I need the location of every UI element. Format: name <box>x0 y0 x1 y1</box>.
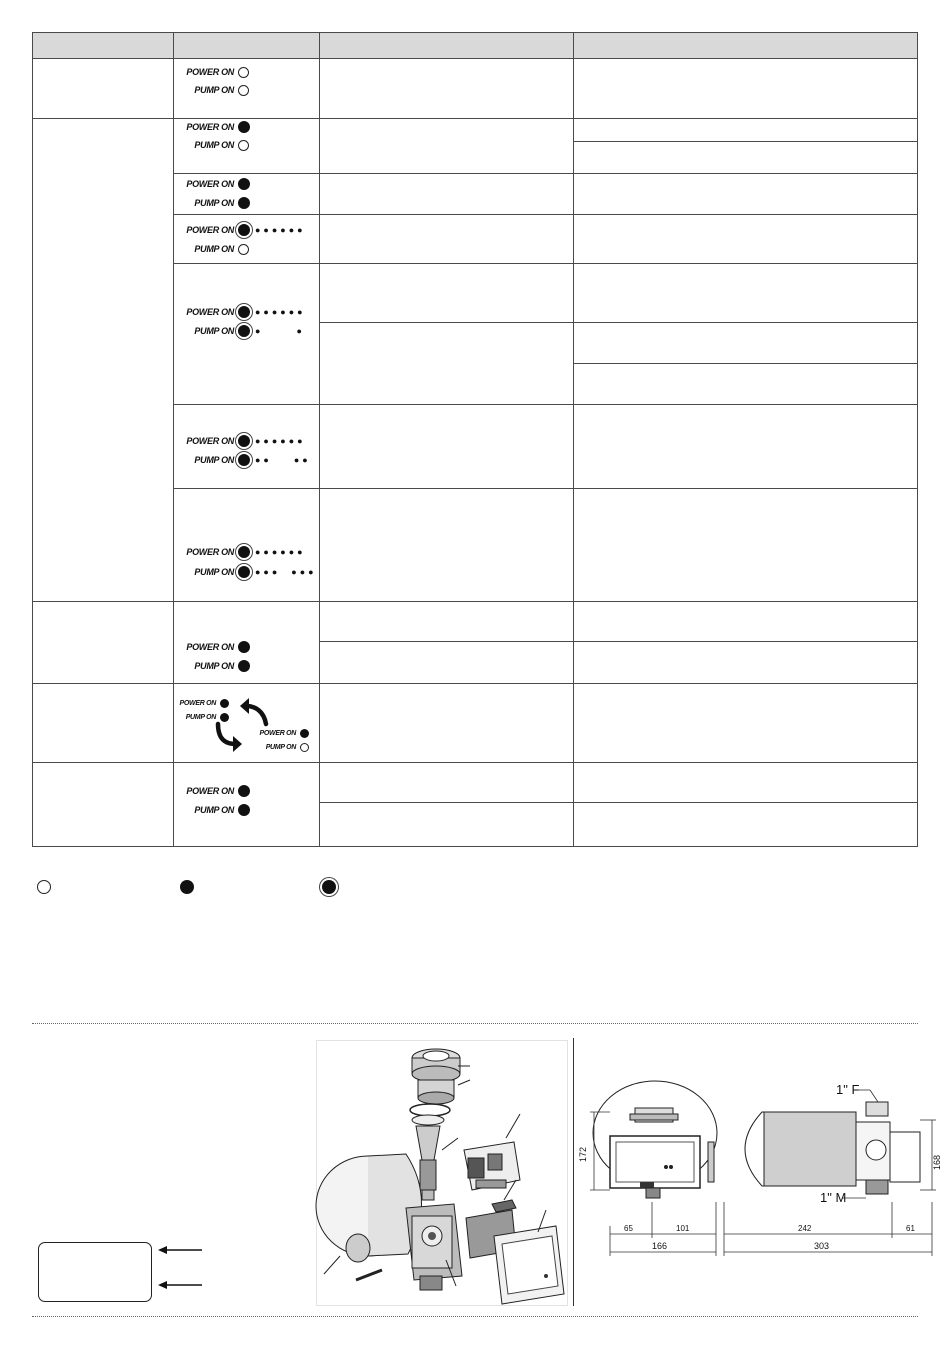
led-on-icon <box>238 660 250 672</box>
power-on-label: POWER ON <box>186 179 234 189</box>
pump-led-indicator <box>180 240 249 258</box>
led-off-icon <box>238 140 249 151</box>
row-line <box>319 641 918 642</box>
nameplate-box <box>38 1242 152 1302</box>
row-line <box>573 363 918 364</box>
power-led-indicator <box>180 175 250 193</box>
led-blinking-icon <box>238 546 250 558</box>
led-on-icon <box>238 197 250 209</box>
blink-pattern-icon: ● ● <box>255 325 305 336</box>
thread-female-label: 1" F <box>836 1082 860 1097</box>
power-led-indicator <box>180 118 250 136</box>
header-bottom-line <box>32 58 918 59</box>
pump-led-indicator <box>180 81 249 99</box>
led-off-icon <box>300 743 309 752</box>
power-led-indicator <box>180 63 249 81</box>
power-on-label: POWER ON <box>186 122 234 132</box>
power-on-label: POWER ON <box>186 436 234 446</box>
power-on-label: POWER ON <box>186 307 234 317</box>
power-on-label: POWER ON <box>186 547 234 557</box>
row-line <box>319 322 918 323</box>
vertical-divider <box>573 1038 574 1306</box>
led-blinking-icon <box>238 224 250 236</box>
led-on-icon <box>238 121 250 133</box>
width-total-left-label: 166 <box>652 1241 668 1251</box>
led-blinking-icon <box>238 454 250 466</box>
column-divider-2 <box>319 32 320 847</box>
width-a-label: 65 <box>624 1224 633 1233</box>
column-divider-1 <box>173 32 174 847</box>
blink-pattern-icon: ●● ●● <box>255 454 311 465</box>
arrow-left-icon <box>158 1245 202 1255</box>
led-on-icon <box>180 880 194 894</box>
row-line <box>32 762 918 763</box>
row-line <box>173 173 918 174</box>
width-c-label: 242 <box>798 1224 812 1233</box>
pump-on-label: PUMP ON <box>194 85 234 95</box>
led-blinking-icon <box>322 880 336 894</box>
row-line <box>173 263 918 264</box>
led-blinking-icon <box>238 566 250 578</box>
table-border-top <box>32 32 918 33</box>
pump-on-label: PUMP ON <box>194 805 234 815</box>
led-on-icon <box>300 729 309 738</box>
height-right-label: 168 <box>932 1154 942 1170</box>
power-led-indicator <box>180 782 250 800</box>
led-on-icon <box>238 641 250 653</box>
blink-pattern-icon: ●●● ●●● <box>255 566 317 577</box>
pump-led-indicator <box>180 451 311 469</box>
power-on-label: POWER ON <box>179 699 216 707</box>
row-line <box>32 118 918 119</box>
width-b-label: 101 <box>676 1224 690 1233</box>
cycle-arrows-icon <box>210 694 274 756</box>
power-on-label: POWER ON <box>186 642 234 652</box>
led-blinking-icon <box>238 325 250 337</box>
pump-on-label: PUMP ON <box>194 198 234 208</box>
status-table <box>32 32 918 847</box>
power-on-label: POWER ON <box>186 225 234 235</box>
blink-pattern-icon: ●●●●●● <box>255 224 306 235</box>
pump-on-label: PUMP ON <box>265 743 296 751</box>
exploded-view-drawing <box>316 1040 568 1306</box>
table-border-right <box>917 32 918 847</box>
section-divider <box>32 1316 918 1317</box>
side-view <box>745 1102 920 1194</box>
height-left-label: 172 <box>578 1146 588 1162</box>
front-view <box>593 1081 717 1198</box>
table-header <box>32 32 918 58</box>
table-border-bottom <box>32 846 918 847</box>
row-line <box>573 141 918 142</box>
pump-on-label: PUMP ON <box>194 661 234 671</box>
pump-led-indicator <box>180 322 305 340</box>
thread-male-label: 1" M <box>820 1190 847 1205</box>
led-on-icon <box>238 804 250 816</box>
pump-on-label: PUMP ON <box>185 713 216 721</box>
power-led-indicator <box>180 432 306 450</box>
pump-led-indicator <box>180 657 250 675</box>
pump-led-indicator <box>180 136 249 154</box>
row-line <box>173 214 918 215</box>
table-border-left <box>32 32 33 847</box>
column-divider-3 <box>573 32 574 847</box>
led-off-icon <box>238 67 249 78</box>
led-off-icon <box>37 880 51 894</box>
row-line <box>32 683 918 684</box>
dimension-drawing <box>580 1078 945 1268</box>
row-line <box>173 488 918 489</box>
pump-on-label: PUMP ON <box>194 455 234 465</box>
blink-pattern-icon: ●●●●●● <box>255 435 306 446</box>
power-on-label: POWER ON <box>259 729 296 737</box>
pump-led-indicator <box>180 801 250 819</box>
arrow-left-icon <box>158 1280 202 1290</box>
power-led-indicator <box>180 543 306 561</box>
blink-pattern-icon: ●●●●●● <box>255 546 306 557</box>
led-off-icon <box>238 85 249 96</box>
row-line <box>32 601 918 602</box>
section-divider <box>32 1023 918 1024</box>
power-led-indicator <box>180 221 306 239</box>
pump-on-label: PUMP ON <box>194 244 234 254</box>
pump-on-label: PUMP ON <box>194 567 234 577</box>
pump-led-indicator <box>180 194 250 212</box>
pump-on-label: PUMP ON <box>194 140 234 150</box>
led-on-icon <box>238 178 250 190</box>
led-blinking-icon <box>238 306 250 318</box>
power-on-label: POWER ON <box>186 786 234 796</box>
row-line <box>319 802 918 803</box>
width-d-label: 61 <box>906 1224 915 1233</box>
width-total-right-label: 303 <box>814 1241 830 1251</box>
power-led-indicator <box>180 303 306 321</box>
pump-led-indicator <box>180 563 317 581</box>
pump-on-label: PUMP ON <box>194 326 234 336</box>
led-off-icon <box>238 244 249 255</box>
led-blinking-icon <box>238 435 250 447</box>
blink-pattern-icon: ●●●●●● <box>255 306 306 317</box>
row-line <box>173 404 918 405</box>
led-on-icon <box>238 785 250 797</box>
power-led-indicator <box>180 638 250 656</box>
power-on-label: POWER ON <box>186 67 234 77</box>
